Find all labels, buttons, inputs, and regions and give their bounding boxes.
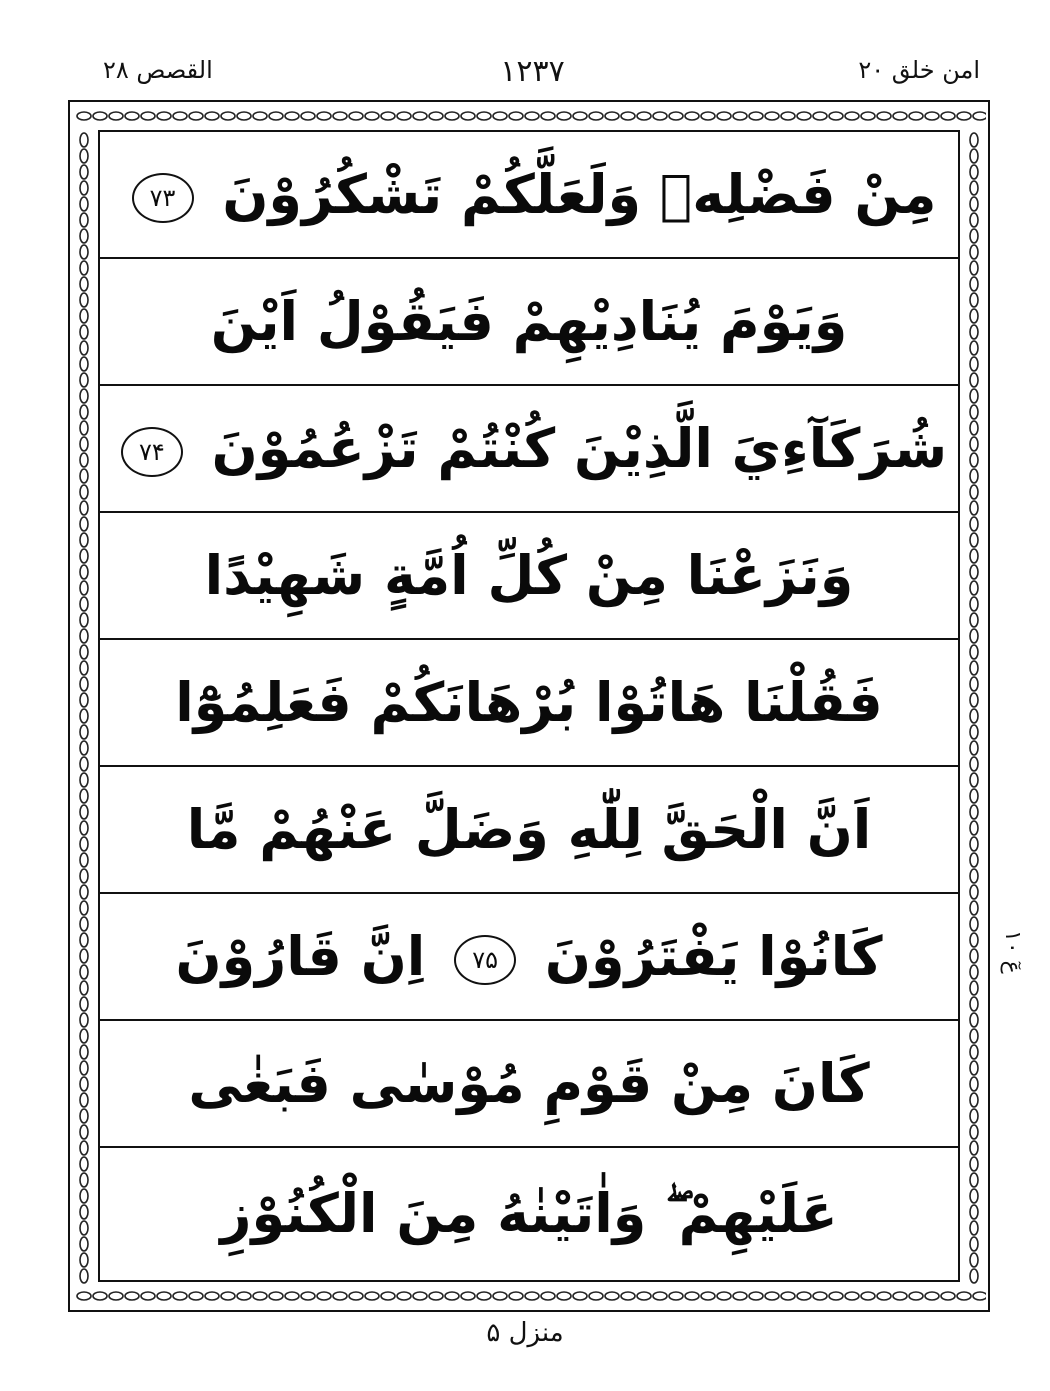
chain-link [970, 885, 978, 899]
chain-link [970, 1061, 978, 1075]
chain-link [970, 1189, 978, 1203]
chain-link [141, 112, 155, 120]
chain-link [80, 1045, 88, 1059]
chain-link [80, 197, 88, 211]
chain-link [653, 112, 667, 120]
chain-link [970, 821, 978, 835]
chain-link [349, 1292, 363, 1300]
chain-link [237, 1292, 251, 1300]
chain-link [80, 885, 88, 899]
chain-link [80, 677, 88, 691]
chain-link [509, 1292, 523, 1300]
chain-link [541, 112, 555, 120]
chain-link [765, 1292, 779, 1300]
chain-link [941, 112, 955, 120]
chain-link [80, 741, 88, 755]
chain-link [970, 421, 978, 435]
chain-link [80, 549, 88, 563]
line-7 [100, 894, 958, 1021]
chain-link [80, 981, 88, 995]
chain-link [973, 1292, 986, 1300]
chain-link [429, 1292, 443, 1300]
chain-link [970, 1013, 978, 1027]
chain-link [349, 112, 363, 120]
chain-link [173, 112, 187, 120]
chain-link [397, 112, 411, 120]
chain-link [970, 965, 978, 979]
chain-link [80, 1093, 88, 1107]
chain-link [733, 112, 747, 120]
chain-link [80, 709, 88, 723]
chain-link [80, 837, 88, 851]
line-text: وَيَوْمَ يُنَادِيْهِمْ فَيَقُوْلُ اَيْنَ [210, 290, 848, 353]
chain-link [80, 757, 88, 771]
border-bottom-ornament [72, 1284, 986, 1308]
chain-link [909, 1292, 923, 1300]
chain-link [365, 112, 379, 120]
chain-link [701, 1292, 715, 1300]
chain-link [970, 709, 978, 723]
chain-link [970, 389, 978, 403]
page-number: ۱۲۳۷ [500, 54, 565, 89]
chain-link [80, 949, 88, 963]
chain-link [970, 581, 978, 595]
chain-link [80, 165, 88, 179]
chain-link [970, 149, 978, 163]
chain-link [93, 112, 107, 120]
line-2 [100, 259, 958, 386]
chain-link [80, 245, 88, 259]
chain-link [189, 1292, 203, 1300]
chain-link [970, 1125, 978, 1139]
chain-link [493, 1292, 507, 1300]
chain-link [845, 112, 859, 120]
chain-link [970, 789, 978, 803]
chain-link [653, 1292, 667, 1300]
chain-link [80, 453, 88, 467]
chain-link [80, 613, 88, 627]
line-text: عَلَيْهِمْ ۖ وَاٰتَيْنٰهُ مِنَ الْكُنُوْزِ [220, 1182, 838, 1245]
chain-link [80, 933, 88, 947]
line-text: كَانَ مِنْ قَوْمِ مُوْسٰى فَبَغٰى [188, 1052, 870, 1115]
chain-link [797, 1292, 811, 1300]
chain-link [461, 112, 475, 120]
chain-link [970, 533, 978, 547]
chain-link [701, 112, 715, 120]
chain-link [77, 112, 91, 120]
chain-link [970, 773, 978, 787]
chain-link [970, 373, 978, 387]
chain-link [173, 1292, 187, 1300]
chain-link [109, 112, 123, 120]
chain-link [685, 1292, 699, 1300]
chain-link [589, 1292, 603, 1300]
chain-link [669, 112, 683, 120]
chain-link [80, 597, 88, 611]
chain-link [861, 1292, 875, 1300]
chain-link [80, 1141, 88, 1155]
chain-link [970, 229, 978, 243]
chain-link [970, 181, 978, 195]
chain-link [970, 677, 978, 691]
chain-link [80, 869, 88, 883]
line-text: وَنَزَعْنَا مِنْ كُلِّ اُمَّةٍ شَهِيْدًا [204, 544, 854, 607]
chain-link [77, 1292, 91, 1300]
chain-link [397, 1292, 411, 1300]
chain-link [813, 112, 827, 120]
line-text: اَنَّ الْحَقَّ لِلّٰهِ وَضَلَّ عَنْهُمْ مَّا [186, 798, 872, 861]
chain-link [333, 1292, 347, 1300]
chain-link [477, 1292, 491, 1300]
ruku-marker: عٓ ١٠ [1000, 930, 1025, 974]
chain-link [970, 805, 978, 819]
chain-link [237, 112, 251, 120]
chain-link [813, 1292, 827, 1300]
chain-link [970, 453, 978, 467]
chain-link [717, 112, 731, 120]
chain-link [797, 112, 811, 120]
chain-link [205, 1292, 219, 1300]
text-block [100, 132, 958, 1280]
chain-link [80, 181, 88, 195]
chain-link [80, 1125, 88, 1139]
chain-link [525, 1292, 539, 1300]
chain-link [80, 773, 88, 787]
chain-link [970, 933, 978, 947]
chain-link [970, 741, 978, 755]
chain-link [970, 245, 978, 259]
chain-link [970, 1269, 978, 1283]
chain-link [970, 565, 978, 579]
chain-link [80, 1029, 88, 1043]
ayah-marker: ۷۴ [121, 427, 183, 477]
chain-link [973, 112, 986, 120]
chain-link [125, 112, 139, 120]
chain-link [970, 837, 978, 851]
chain-link [970, 1045, 978, 1059]
chain-link [970, 917, 978, 931]
chain-link [509, 112, 523, 120]
chain-link [493, 112, 507, 120]
chain-link [269, 112, 283, 120]
chain-link [573, 1292, 587, 1300]
chain-link [925, 1292, 939, 1300]
chain-link [717, 1292, 731, 1300]
chain-link [80, 789, 88, 803]
chain-link [970, 485, 978, 499]
chain-link [637, 112, 651, 120]
chain-link [970, 197, 978, 211]
chain-link [970, 661, 978, 675]
chain-link [970, 325, 978, 339]
chain-link [285, 112, 299, 120]
chain-link [301, 1292, 315, 1300]
chain-link [573, 112, 587, 120]
chain-link [829, 1292, 843, 1300]
chain-link [781, 1292, 795, 1300]
chain-link [605, 1292, 619, 1300]
chain-link [80, 517, 88, 531]
line-1 [100, 132, 958, 259]
chain-link [381, 112, 395, 120]
chain-link [970, 261, 978, 275]
chain-link [733, 1292, 747, 1300]
chain-link [461, 1292, 475, 1300]
chain-link [221, 1292, 235, 1300]
chain-link [80, 1109, 88, 1123]
chain-link [317, 1292, 331, 1300]
chain-link [970, 597, 978, 611]
chain-link [80, 821, 88, 835]
chain-link [877, 1292, 891, 1300]
line-text-after: اِنَّ قَارُوْنَ [175, 925, 426, 988]
chain-link [80, 1061, 88, 1075]
chain-link [221, 112, 235, 120]
chain-link [557, 112, 571, 120]
chain-link [189, 112, 203, 120]
chain-link [970, 165, 978, 179]
chain-link [557, 1292, 571, 1300]
chain-link [80, 917, 88, 931]
chain-link [970, 725, 978, 739]
line-4 [100, 513, 958, 640]
chain-link [80, 1157, 88, 1171]
chain-link [765, 112, 779, 120]
chain-link [269, 1292, 283, 1300]
chain-link [80, 1013, 88, 1027]
chain-link [80, 149, 88, 163]
chain-link [80, 1269, 88, 1283]
chain-link [605, 112, 619, 120]
manzil-footer: منزل ۵ [486, 1318, 564, 1348]
chain-link [80, 565, 88, 579]
chain-link [970, 869, 978, 883]
chain-link [80, 341, 88, 355]
chain-link [893, 1292, 907, 1300]
chain-link [80, 1077, 88, 1091]
chain-link [80, 485, 88, 499]
chain-link [970, 469, 978, 483]
chain-link [941, 1292, 955, 1300]
chain-link [80, 437, 88, 451]
chain-link [80, 293, 88, 307]
chain-link [80, 357, 88, 371]
chain-link [893, 112, 907, 120]
chain-link [845, 1292, 859, 1300]
chain-link [970, 1109, 978, 1123]
chain-link [477, 112, 491, 120]
chain-link [970, 629, 978, 643]
chain-link [80, 1253, 88, 1267]
chain-link [80, 997, 88, 1011]
chain-link [970, 981, 978, 995]
chain-link [970, 1029, 978, 1043]
chain-link [429, 112, 443, 120]
line-text: مِنْ فَضْلِهٖ وَلَعَلَّكُمْ تَشْكُرُوْنَ [222, 163, 937, 226]
chain-link [970, 213, 978, 227]
line-text: فَقُلْنَا هَاتُوْا بُرْهَانَكُمْ فَعَلِمُوْٓا [175, 671, 883, 734]
chain-link [157, 1292, 171, 1300]
chain-link [80, 469, 88, 483]
chain-link [970, 1141, 978, 1155]
chain-link [80, 261, 88, 275]
chain-link [525, 112, 539, 120]
chain-link [970, 757, 978, 771]
chain-link [80, 805, 88, 819]
chain-link [80, 213, 88, 227]
page-header [85, 56, 980, 96]
chain-link [970, 1237, 978, 1251]
border-left-ornament [72, 128, 96, 1284]
chain-link [970, 517, 978, 531]
chain-link [781, 112, 795, 120]
line-3 [100, 386, 958, 513]
chain-link [80, 229, 88, 243]
chain-link [970, 277, 978, 291]
chain-link [365, 1292, 379, 1300]
chain-link [970, 901, 978, 915]
ayah-marker: ۷۵ [454, 935, 516, 985]
line-6 [100, 767, 958, 894]
chain-link [970, 341, 978, 355]
line-8 [100, 1021, 958, 1148]
chain-link [445, 112, 459, 120]
chain-link [80, 1173, 88, 1187]
chain-link [970, 1157, 978, 1171]
chain-link [970, 1173, 978, 1187]
chain-link [109, 1292, 123, 1300]
chain-link [80, 533, 88, 547]
line-5 [100, 640, 958, 767]
chain-link [80, 277, 88, 291]
chain-link [970, 501, 978, 515]
chain-link [80, 645, 88, 659]
chain-link [970, 357, 978, 371]
line-text: كَانُوْا يَفْتَرُوْنَ [544, 925, 883, 988]
chain-link [80, 389, 88, 403]
chain-link [93, 1292, 107, 1300]
chain-link [381, 1292, 395, 1300]
chain-link [80, 421, 88, 435]
chain-link [909, 112, 923, 120]
chain-link [80, 853, 88, 867]
chain-link [80, 725, 88, 739]
chain-link [333, 112, 347, 120]
chain-link [80, 309, 88, 323]
chain-link [970, 1077, 978, 1091]
chain-link [669, 1292, 683, 1300]
chain-link [157, 112, 171, 120]
chain-link [861, 112, 875, 120]
chain-link [970, 309, 978, 323]
chain-link [80, 1237, 88, 1251]
chain-link [637, 1292, 651, 1300]
chain-link [970, 1093, 978, 1107]
border-top-ornament [72, 104, 986, 128]
chain-link [80, 1221, 88, 1235]
chain-link [749, 112, 763, 120]
border-right-ornament [962, 128, 986, 1284]
chain-link [80, 629, 88, 643]
chain-link [970, 293, 978, 307]
chain-link [80, 1205, 88, 1219]
chain-link [621, 112, 635, 120]
chain-link [749, 1292, 763, 1300]
chain-link [970, 1205, 978, 1219]
chain-link [80, 133, 88, 147]
chain-link [970, 997, 978, 1011]
chain-link [80, 373, 88, 387]
chain-link [80, 581, 88, 595]
chain-link [925, 112, 939, 120]
chain-link [80, 325, 88, 339]
chain-link [970, 853, 978, 867]
chain-link [970, 949, 978, 963]
chain-link [317, 112, 331, 120]
chain-link [80, 501, 88, 515]
chain-link [80, 965, 88, 979]
chain-link [285, 1292, 299, 1300]
chain-link [80, 405, 88, 419]
chain-link [301, 112, 315, 120]
surah-name: القصص ۲۸ [103, 56, 213, 84]
chain-link [445, 1292, 459, 1300]
chain-link [970, 405, 978, 419]
chain-link [589, 112, 603, 120]
chain-link [970, 613, 978, 627]
chain-link [829, 112, 843, 120]
chain-link [957, 112, 971, 120]
chain-link [125, 1292, 139, 1300]
chain-link [413, 1292, 427, 1300]
ayah-marker: ۷۳ [132, 173, 194, 223]
chain-link [970, 133, 978, 147]
chain-link [253, 1292, 267, 1300]
line-text: شُرَكَآءِيَ الَّذِيْنَ كُنْتُمْ تَزْعُمُوْنَ [211, 417, 948, 480]
chain-link [970, 1221, 978, 1235]
line-9 [100, 1148, 958, 1280]
chain-link [205, 112, 219, 120]
chain-link [970, 693, 978, 707]
chain-link [541, 1292, 555, 1300]
chain-link [621, 1292, 635, 1300]
chain-link [957, 1292, 971, 1300]
chain-link [970, 645, 978, 659]
chain-link [80, 693, 88, 707]
juz-name: امن خلق ۲۰ [858, 56, 980, 84]
chain-link [253, 112, 267, 120]
chain-link [970, 549, 978, 563]
chain-link [877, 112, 891, 120]
chain-link [413, 112, 427, 120]
chain-link [685, 112, 699, 120]
chain-link [80, 1189, 88, 1203]
chain-link [80, 661, 88, 675]
chain-link [141, 1292, 155, 1300]
chain-link [970, 437, 978, 451]
chain-link [80, 901, 88, 915]
chain-link [970, 1253, 978, 1267]
